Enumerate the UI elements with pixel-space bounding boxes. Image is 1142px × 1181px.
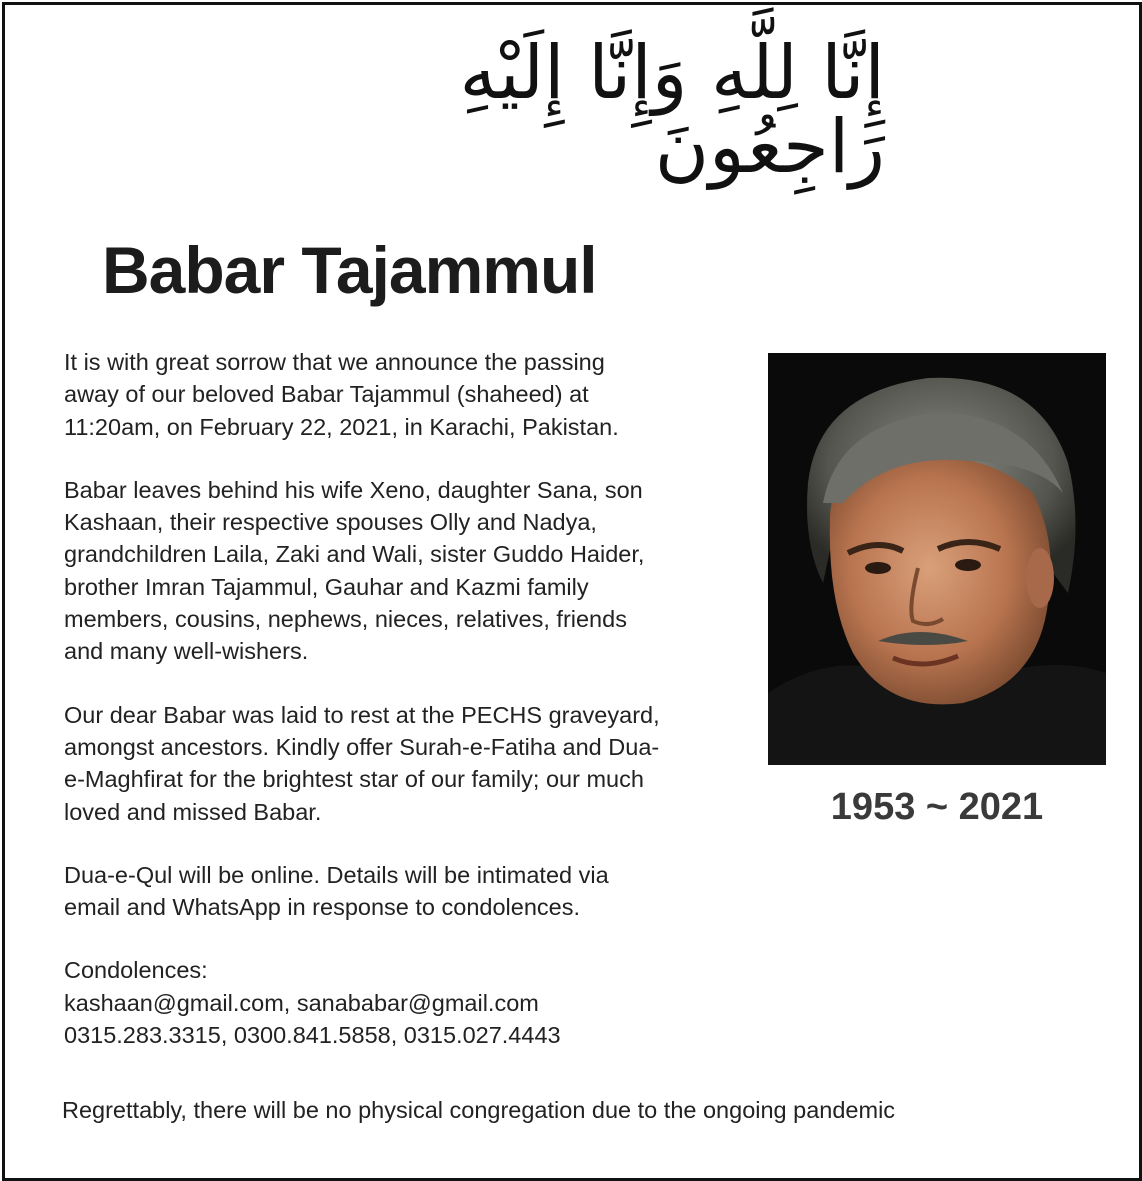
arabic-verse: إِنَّا لِلَّهِ وَإِنَّا إِلَيْهِ رَاجِعُونَ: [459, 30, 885, 190]
portrait-illustration: [768, 353, 1106, 765]
burial-line: Our dear Babar was laid to rest at the PECHS graveyard,: [64, 701, 660, 728]
condolences-phones: 0315.283.3315, 0300.841.5858, 0315.027.4443: [64, 1022, 561, 1049]
dua-line: Dua-e-Qul will be online. Details will be intimated via: [64, 861, 609, 888]
announcement-paragraph: [64, 346, 744, 443]
obituary-body: [64, 346, 744, 1082]
burial-line: e-Maghfirat for the brightest star of our family; our much: [64, 766, 644, 793]
condolences-paragraph: [64, 954, 744, 1051]
burial-line: amongst ancestors. Kindly offer Surah-e-Fatiha and Dua-: [64, 733, 660, 760]
survivors-paragraph: [64, 474, 744, 668]
survivors-line: grandchildren Laila, Zaki and Wali, sister Guddo Haider,: [64, 541, 645, 568]
dua-paragraph: [64, 859, 744, 924]
survivors-line: Babar leaves behind his wife Xeno, daughter Sana, son: [64, 476, 643, 503]
portrait-photo: [768, 353, 1106, 765]
announcement-line: It is with great sorrow that we announce the passing: [64, 349, 605, 375]
announcement-line: 11:20am, on February 22, 2021, in Karachi, Pakistan.: [64, 413, 619, 440]
burial-paragraph: [64, 699, 744, 828]
survivors-line: brother Imran Tajammul, Gauhar and Kazmi family: [64, 573, 589, 600]
condolences-label: Condolences:: [64, 957, 208, 984]
condolences-emails: kashaan@gmail.com, sanababar@gmail.com: [64, 989, 539, 1016]
congregation-notice: Regrettably, there will be no physical congregation due to the ongoing pandemic: [62, 1097, 896, 1123]
announcement-line: away of our beloved Babar Tajammul (shaheed) at: [64, 381, 589, 408]
survivors-line: Kashaan, their respective spouses Olly and Nadya,: [64, 509, 597, 536]
survivors-line: and many well-wishers.: [64, 638, 309, 665]
dua-line: email and WhatsApp in response to condolences.: [64, 894, 581, 921]
deceased-name: Babar Tajammul: [102, 233, 597, 307]
survivors-line: members, cousins, nephews, nieces, relatives, friends: [64, 606, 627, 633]
life-years: 1953 ~ 2021: [830, 786, 1044, 828]
burial-line: loved and missed Babar.: [64, 798, 322, 825]
